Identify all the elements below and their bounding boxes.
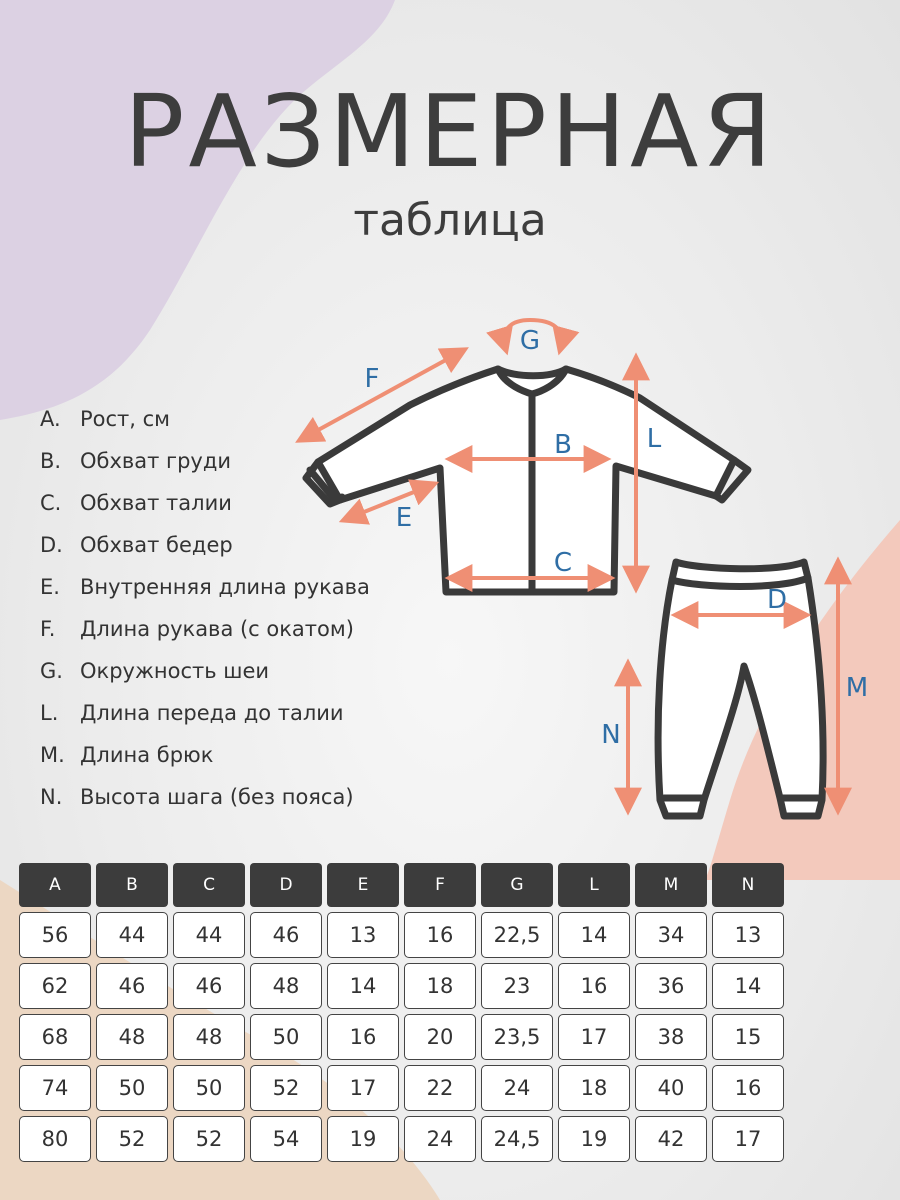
legend-key: L. <box>40 701 59 725</box>
table-cell: 38 <box>635 1014 707 1060</box>
table-cell: 24,5 <box>481 1116 553 1162</box>
table-cell: 44 <box>173 912 245 958</box>
legend-key: M. <box>40 743 65 767</box>
column-header: A <box>19 863 91 907</box>
table-cell: 15 <box>712 1014 784 1060</box>
table-cell: 16 <box>712 1065 784 1111</box>
table-cell: 46 <box>173 963 245 1009</box>
table-cell: 20 <box>404 1014 476 1060</box>
column-header: L <box>558 863 630 907</box>
legend-label: Окружность шеи <box>80 659 270 683</box>
table-cell: 48 <box>250 963 322 1009</box>
table-cell: 42 <box>635 1116 707 1162</box>
label-m: M <box>845 673 869 703</box>
table-cell: 52 <box>173 1116 245 1162</box>
table-cell: 50 <box>173 1065 245 1111</box>
table-row <box>19 1065 784 1111</box>
legend-label: Высота шага (без пояса) <box>80 785 354 809</box>
table-cell: 40 <box>635 1065 707 1111</box>
table-row <box>19 963 784 1009</box>
table-cell: 34 <box>635 912 707 958</box>
table-cell: 46 <box>250 912 322 958</box>
table-cell: 44 <box>96 912 168 958</box>
table-cell: 36 <box>635 963 707 1009</box>
table-cell: 17 <box>712 1116 784 1162</box>
table-cell: 48 <box>173 1014 245 1060</box>
column-header: E <box>327 863 399 907</box>
table-cell: 14 <box>712 963 784 1009</box>
table-cell: 18 <box>558 1065 630 1111</box>
table-cell: 17 <box>558 1014 630 1060</box>
table-cell: 13 <box>712 912 784 958</box>
table-cell: 48 <box>96 1014 168 1060</box>
legend-label: Длина переда до талии <box>80 701 344 725</box>
legend-key: D. <box>40 533 63 557</box>
column-header: B <box>96 863 168 907</box>
legend-label: Обхват талии <box>80 491 232 515</box>
table-cell: 62 <box>19 963 91 1009</box>
table-cell: 24 <box>481 1065 553 1111</box>
label-n: N <box>601 720 621 750</box>
legend-label: Обхват бедер <box>80 533 233 557</box>
size-table <box>14 858 789 1167</box>
table-cell: 18 <box>404 963 476 1009</box>
table-cell: 52 <box>96 1116 168 1162</box>
table-cell: 23,5 <box>481 1014 553 1060</box>
table-cell: 24 <box>404 1116 476 1162</box>
table-cell: 52 <box>250 1065 322 1111</box>
table-cell: 22 <box>404 1065 476 1111</box>
table-row <box>19 1014 784 1060</box>
table-cell: 50 <box>96 1065 168 1111</box>
table-cell: 56 <box>19 912 91 958</box>
table-cell: 16 <box>558 963 630 1009</box>
table-cell: 14 <box>327 963 399 1009</box>
legend-key: G. <box>40 659 63 683</box>
table-cell: 50 <box>250 1014 322 1060</box>
label-c: C <box>553 548 573 578</box>
legend-key: N. <box>40 785 63 809</box>
column-header: N <box>712 863 784 907</box>
legend-key: F. <box>40 617 56 641</box>
page-subtitle: таблица <box>353 195 547 246</box>
legend-key: A. <box>40 407 61 431</box>
table-cell: 54 <box>250 1116 322 1162</box>
table-cell: 13 <box>327 912 399 958</box>
label-g: G <box>519 326 541 356</box>
column-header: G <box>481 863 553 907</box>
table-cell: 74 <box>19 1065 91 1111</box>
legend-key: B. <box>40 449 62 473</box>
page-title: РАЗМЕРНАЯ <box>124 73 776 190</box>
column-header: F <box>404 863 476 907</box>
label-d: D <box>766 585 788 615</box>
table-row <box>19 912 784 958</box>
column-header: C <box>173 863 245 907</box>
table-cell: 46 <box>96 963 168 1009</box>
legend-key: C. <box>40 491 62 515</box>
table-cell: 80 <box>19 1116 91 1162</box>
label-f: F <box>364 364 380 394</box>
pants-outline <box>658 562 823 816</box>
label-e: E <box>395 503 413 533</box>
table-cell: 16 <box>327 1014 399 1060</box>
table-cell: 14 <box>558 912 630 958</box>
table-cell: 23 <box>481 963 553 1009</box>
legend-key: E. <box>40 575 60 599</box>
table-header-row <box>19 863 784 907</box>
table-cell: 16 <box>404 912 476 958</box>
legend-label: Длина брюк <box>80 743 214 767</box>
column-header: M <box>635 863 707 907</box>
legend-label: Внутренняя длина рукава <box>80 575 370 599</box>
legend-label: Рост, см <box>80 407 171 431</box>
table-cell: 68 <box>19 1014 91 1060</box>
table-cell: 17 <box>327 1065 399 1111</box>
legend-label: Длина рукава (с окатом) <box>80 617 354 641</box>
table-cell: 19 <box>327 1116 399 1162</box>
table-row <box>19 1116 784 1162</box>
table-cell: 22,5 <box>481 912 553 958</box>
label-l: L <box>646 424 662 454</box>
column-header: D <box>250 863 322 907</box>
legend-label: Обхват груди <box>80 449 232 473</box>
label-b: B <box>554 430 572 460</box>
table-cell: 19 <box>558 1116 630 1162</box>
